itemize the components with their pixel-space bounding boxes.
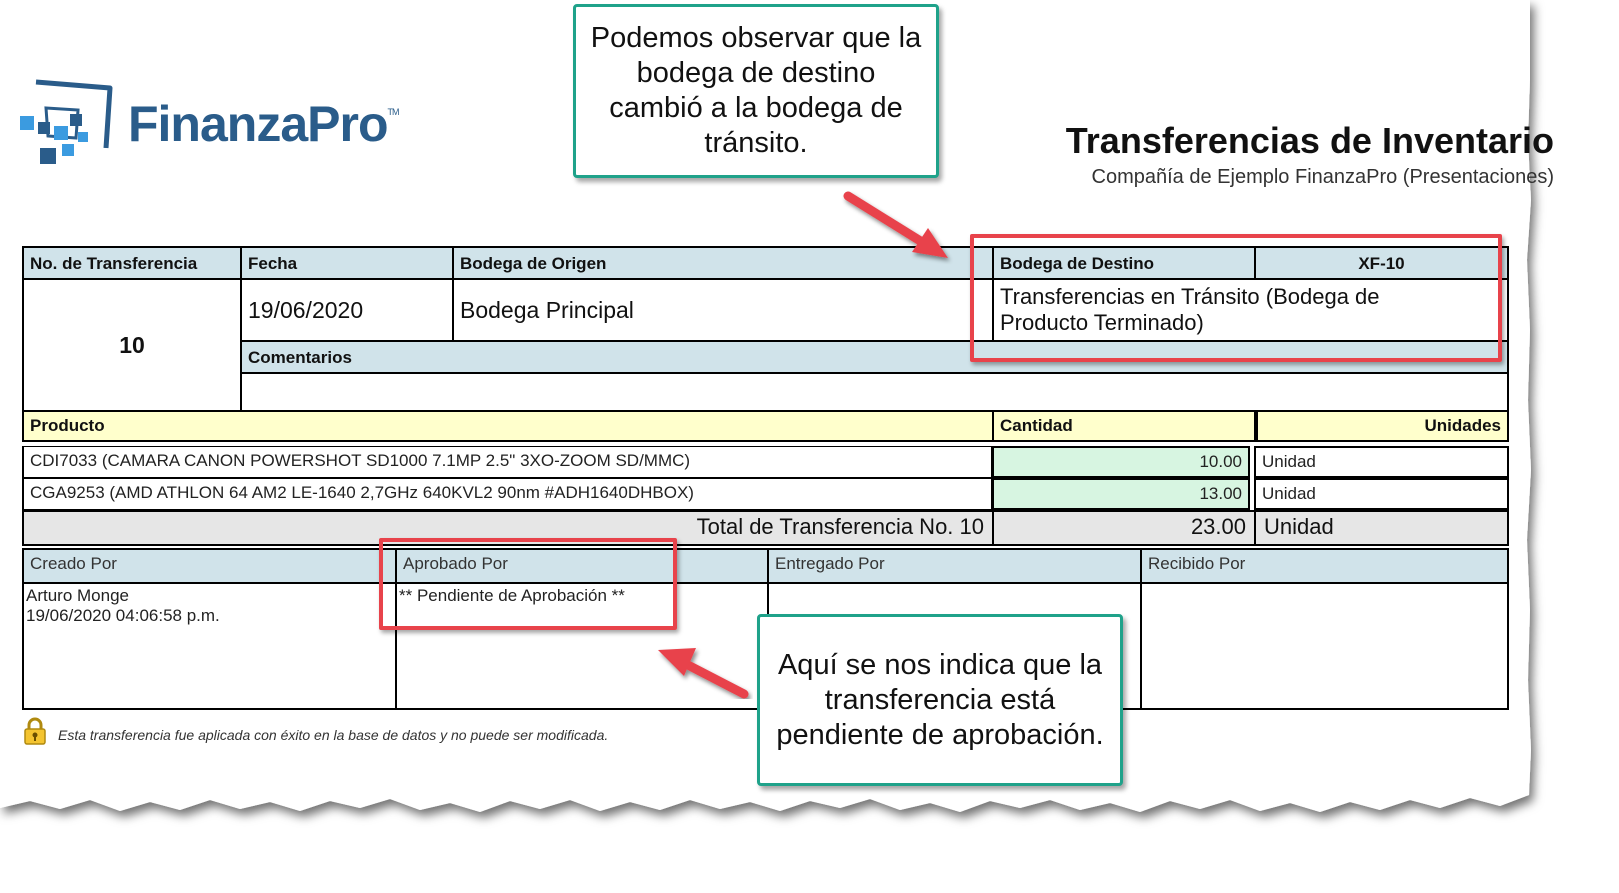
approved-by-value: ** Pendiente de Aprobación ** [395, 582, 769, 710]
created-by-value [22, 582, 397, 710]
company-name: Compañía de Ejemplo FinanzaPro (Presentaciones) [1091, 166, 1554, 188]
received-by-value [1140, 582, 1509, 710]
document-title: Transferencias de Inventario [1065, 120, 1554, 161]
destination-header: Bodega de Destino [992, 246, 1256, 280]
transfer-no-header: No. de Transferencia [22, 246, 242, 280]
table-row-qty: 13.00 [992, 478, 1250, 510]
table-row-product: CDI7033 (CAMARA CANON POWERSHOT SD1000 7.1MP 2.5" 3XO-ZOOM SD/MMC) [22, 446, 992, 478]
comments-value [240, 372, 1509, 412]
created-timestamp: 19/06/2020 04:06:58 p.m. [26, 606, 220, 625]
table-row-unit: Unidad [1254, 478, 1509, 510]
date-header: Fecha [240, 246, 454, 280]
destination-code: XF-10 [1254, 246, 1509, 280]
total-quantity: 23.00 [992, 510, 1256, 546]
table-row-unit: Unidad [1254, 446, 1509, 478]
quantity-header: Cantidad [992, 410, 1256, 442]
product-header: Producto [22, 410, 994, 442]
footnote-text: Esta transferencia fue aplicada con éxito en la base de datos y no puede ser modificada. [58, 727, 609, 743]
lock-icon [22, 716, 48, 746]
logo-wordmark: FinanzaPro™ [128, 96, 399, 152]
finanzapro-logo-icon [18, 78, 120, 178]
delivered-by-header: Entregado Por [767, 548, 1142, 584]
approved-by-header: Aprobado Por [395, 548, 769, 584]
origin-warehouse: Bodega Principal [452, 278, 994, 342]
created-by-header: Creado Por [22, 548, 397, 584]
arrow-to-approval-icon [650, 640, 760, 712]
transfer-date: 19/06/2020 [240, 278, 454, 342]
total-label: Total de Transferencia No. 10 [22, 510, 994, 546]
received-by-header: Recibido Por [1140, 548, 1509, 584]
transfer-number: 10 [22, 278, 242, 412]
callout-destination-note: Podemos observar que la bodega de destino cambió a la bodega de tránsito. [573, 4, 939, 178]
destination-highlight-box [970, 234, 1502, 362]
comments-header: Comentarios [240, 340, 1509, 374]
units-header: Unidades [1256, 410, 1509, 442]
creator-name: Arturo Monge [26, 586, 129, 605]
table-row-product: CGA9253 (AMD ATHLON 64 AM2 LE-1640 2,7GHz 640KVL2 90nm #ADH1640DHBOX) [22, 478, 992, 510]
origin-header: Bodega de Origen [452, 246, 994, 280]
approval-highlight-box [379, 538, 677, 630]
arrow-to-destination-icon [830, 186, 960, 268]
total-unit: Unidad [1254, 510, 1509, 546]
destination-warehouse: Transferencias en Tránsito (Bodega de Producto Terminado) [992, 278, 1509, 342]
table-row-qty: 10.00 [992, 446, 1250, 478]
callout-approval-note: Aquí se nos indica que la transferencia está pendiente de aprobación. [757, 614, 1123, 786]
